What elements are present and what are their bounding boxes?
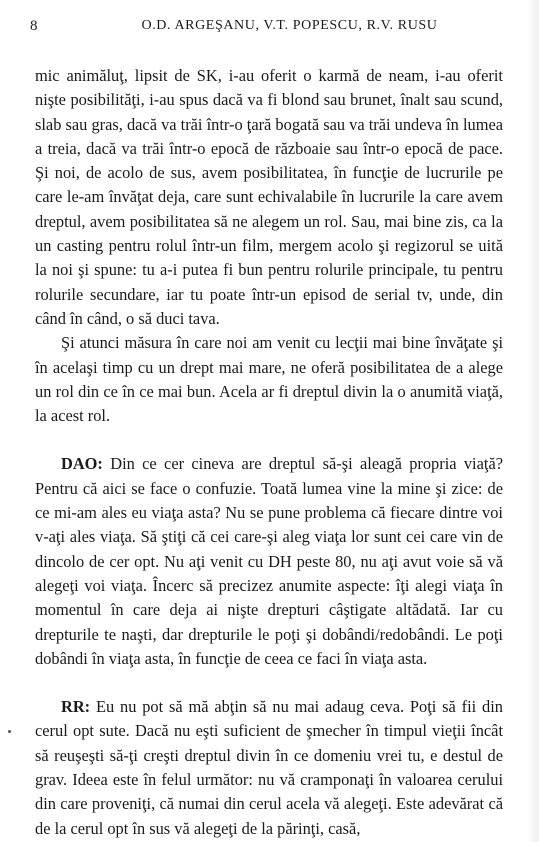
speaker-label: DAO: [61,454,103,474]
running-head: O.D. ARGEŞANU, V.T. POPESCU, R.V. RUSU [141,18,438,33]
paragraph-text: Eu nu pot să mă abţin să nu mai adaug ceva. Poţi să fii din cerul opt sute. Dacă nu eşti suficient de şmecher în timpul vieţii încât să reuşeşti să-ţi creşti dreptul divin în ce domeniu vrei tu, e destul de grav. Ideea este în felul următor: nu vă cramponaţi în valoarea cerului din care proveniţi, că numai din cerul acela vă alegeţi. Este adevărat că de la cerul opt în sus vă alegeţi de la părinţi, casă, [35,697,503,838]
page-header [24,18,515,38]
paragraph-rr [35,695,503,841]
paragraph [35,331,503,428]
page-edge-shadow [527,0,539,842]
paragraph-dao [35,452,503,671]
page-number: 8 [30,18,38,34]
paragraph [35,64,503,331]
margin-dot [8,730,11,733]
paragraph-text: Din ce cer cineva are dreptul să-şi aleagă propria viaţă? Pentru că aici se face o confuzie. Toată lumea vine la mine şi zice: de ce mi-am ales eu viaţa asta? Nu se pune problema că fiecare dintre voi v-aţi ales viaţa. Să ştiţi că cei care-şi aleg viaţa lor sunt cei care vin de dincolo de cer opt. Nu aţi venit cu DH peste 80, nu aţi avut voie să vă alegeţi voi viaţa. Încerc să precizez anumite aspecte: îţi alegi viaţa în momentul în care deja ai nişte drepturi câştigate altădată. Iar cu drepturile te naşti, dar drepturile le poţi şi dobândi/redobândi. Le poţi dobândi în viaţa asta, în funcţie de ceea ce faci în viaţa asta. [35,454,503,668]
body-text [35,64,503,841]
paragraph-text: Şi atunci măsura în care noi am venit cu lecţii mai bine învăţate şi în acelaşi timp cu un drept mai mare, ne oferă posibilitatea de a alege un rol din ce în ce mai bun. Acela ar fi dreptul divin la o anumită viaţă, la acest rol. [35,333,503,426]
speaker-label: RR: [61,697,91,717]
paragraph-text: mic animăluţ, lipsit de SK, i-au oferit o karmă de neam, i-au oferit nişte posibilităţi, i-au spus dacă va fi blond sau brunet, înalt sau scund, slab sau gras, dacă va trăi într-o ţară bogată sau va trăi undeva în lumea a treia, dacă va trăi într-o epocă de războaie sau într-o epocă de pace. Şi noi, de acolo de sus, avem posibilitatea, în funcţie de lucrurile pe care le-am învăţat deja, care sunt echivalabile în lucrurile la care avem dreptul, avem posibilitatea să ne alegem un rol. Sau, mai bine zis, ca la un casting pentru rolul într-un film, mergem acolo şi regizorul se uită la noi şi spune: tu a-i putea fi bun pentru rolurile principale, tu pentru rolurile secundare, iar tu poate într-un episod de serial tv, unde, din când în când, o să duci tava. [35,66,503,328]
